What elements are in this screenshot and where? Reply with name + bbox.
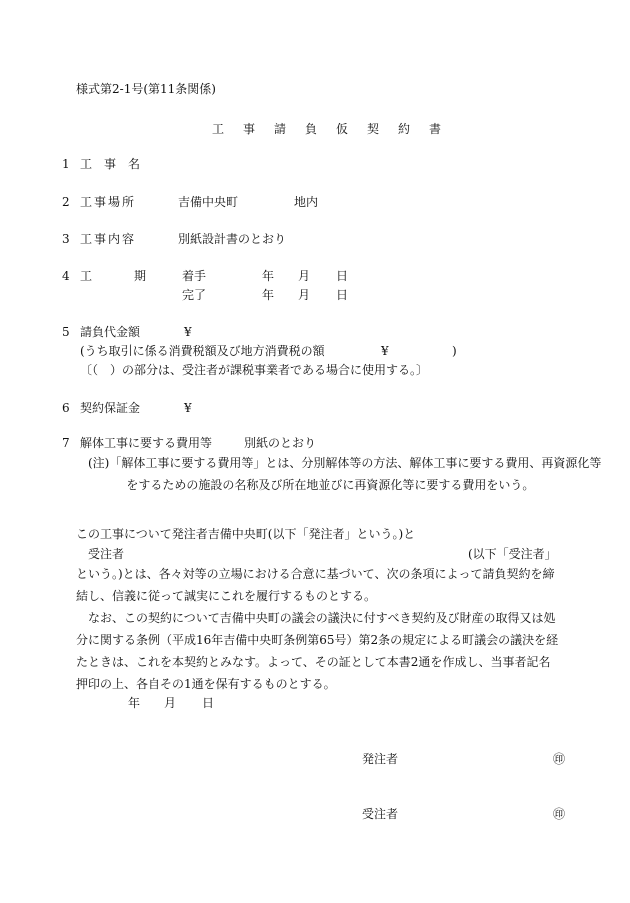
item-4-start-day: 日 — [336, 269, 349, 283]
date-day: 日 — [202, 696, 215, 710]
item-4-label-a: 工 — [80, 269, 93, 283]
item-5-number: 5 — [62, 325, 70, 339]
item-6-label: 契約保証金 — [80, 401, 141, 415]
item-2-number: 2 — [62, 195, 70, 209]
seal-mark-contractor: ㊞ — [553, 807, 566, 821]
item-4-start: 着手 — [182, 269, 207, 283]
date-month: 月 — [164, 696, 177, 710]
date-year: 年 — [128, 696, 141, 710]
item-3-label: 工事内容 — [80, 232, 137, 246]
item-4-start-year: 年 — [262, 269, 275, 283]
item-4-end-day: 日 — [336, 288, 349, 302]
body-paragraph-2: なお、この契約について吉備中央町の議会の議決に付すべき契約及び財産の取得又は処分に関する条例（平成16年吉備中央町条例第65号）第2条の規定による町議会の議決を経たときは、これを本契約とみなす。よって、その証として本書2通を作成し、当事者記名押印の上、各自その1通を保有するものとする。 — [76, 611, 559, 691]
item-7-note: (注)「解体工事に要する費用等」とは、分別解体等の方法、解体工事に要する費用、再資源化等をするための施設の名称及び所在地並びに再資源化等に要する費用をいう。 — [88, 456, 602, 492]
item-6-number: 6 — [62, 401, 70, 415]
item-4-start-month: 月 — [298, 269, 311, 283]
body-line-1: この工事について発注者吉備中央町(以下「発注者」という。)と — [76, 527, 416, 541]
item-4-end-month: 月 — [298, 288, 311, 302]
item-2-label: 工事場所 — [80, 195, 137, 209]
item-7-value: 別紙のとおり — [244, 436, 317, 450]
seal-mark-orderer: ㊞ — [553, 752, 566, 766]
item-5-bracket-note: 〔（ ）の部分は、受注者が課税事業者である場合に使用する。〕 — [80, 363, 429, 377]
form-number: 様式第2-1号(第11条関係) — [76, 82, 216, 96]
item-4-end-year: 年 — [262, 288, 275, 302]
item-5-tax-yen: ¥ — [381, 344, 389, 358]
signature-orderer-label: 発注者 — [362, 752, 399, 766]
item-3-value: 別紙設計書のとおり — [178, 232, 287, 246]
item-4-end: 完了 — [182, 288, 207, 302]
item-4-label-b: 期 — [134, 269, 147, 283]
body-paragraphs — [76, 563, 560, 695]
item-5-tax-close: ) — [452, 344, 457, 358]
item-5-tax-open: (うち取引に係る消費税額及び地方消費税の額 — [80, 344, 325, 358]
item-6-yen: ¥ — [184, 401, 192, 415]
item-1-label: 工 事 名 — [80, 157, 141, 171]
document-title: 工事請負仮契約書 — [212, 122, 461, 136]
item-7-label: 解体工事に要する費用等 — [80, 436, 213, 450]
item-2-suffix: 地内 — [294, 195, 319, 209]
item-7-number: 7 — [62, 436, 70, 450]
body-contractor-abbr: (以下「受注者」 — [468, 547, 557, 561]
item-3-number: 3 — [62, 232, 70, 246]
item-4-number: 4 — [62, 269, 70, 283]
signature-contractor-label: 受注者 — [362, 807, 399, 821]
body-contractor-label: 受注者 — [88, 547, 125, 561]
item-1-number: 1 — [62, 157, 70, 171]
item-2-place: 吉備中央町 — [178, 195, 239, 209]
item-5-yen: ¥ — [184, 325, 192, 339]
item-5-label: 請負代金額 — [80, 325, 141, 339]
body-paragraph-1: という。)とは、各々対等の立場における合意に基づいて、次の条項によって請負契約を締結し、信義に従って誠実にこれを履行するものとする。 — [76, 567, 555, 603]
